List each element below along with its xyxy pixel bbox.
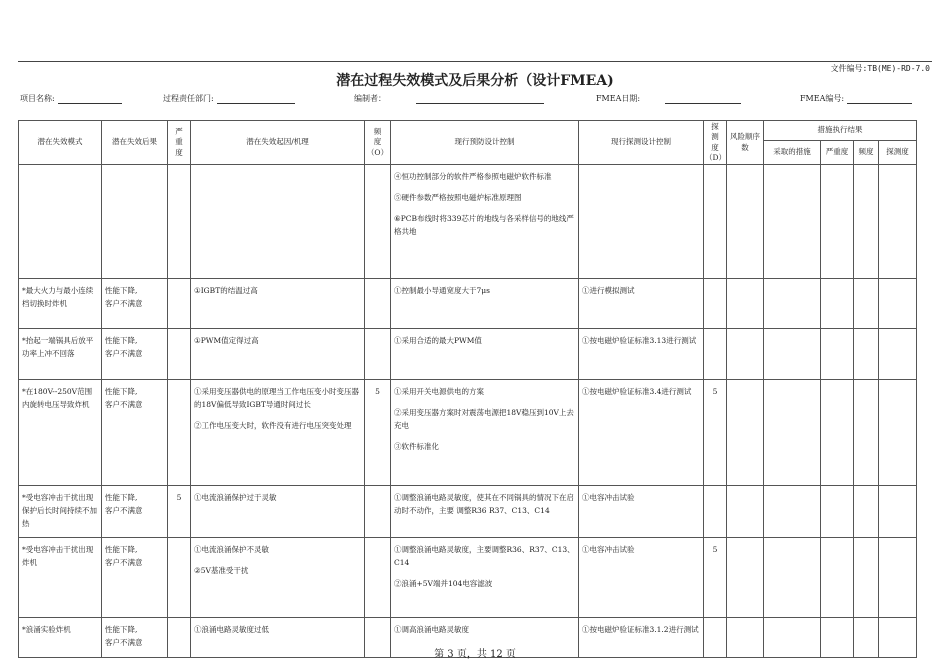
detection-control-cell-item: ①按电磁炉验证标准3.1.2进行测试 — [582, 625, 699, 634]
failure-mode-cell: *抬起一端锅具后放平功率上冲不回落 — [19, 329, 102, 380]
header-action-results: 措施执行结果 — [764, 121, 917, 141]
prevention-cell — [391, 486, 579, 538]
result-occurrence-cell — [854, 380, 879, 486]
detection-cell — [704, 486, 727, 538]
document-title: 潜在过程失效模式及后果分析（设计FMEA) — [336, 73, 614, 89]
rpn-cell — [727, 279, 764, 329]
fmea-table — [18, 120, 917, 658]
occurrence-cell: 5 — [365, 380, 391, 486]
prevention-cell — [391, 329, 579, 380]
prevention-cell-item: ②采用变压器方案时对震荡电源把18V稳压到10V上去充电 — [394, 408, 574, 431]
detection-cell — [704, 279, 727, 329]
cause-cell — [191, 279, 365, 329]
process-dept-blank — [217, 94, 295, 104]
prevention-cell-item: ①采用开关电源供电的方案 — [394, 387, 484, 396]
detection-control-cell-item: ①电容冲击试验 — [582, 545, 635, 554]
result-occurrence-cell — [854, 165, 879, 279]
failure-effect-cell: 性能下降, 客户不满意 — [102, 538, 168, 618]
detection-control-cell — [579, 165, 704, 279]
failure-effect-cell: 性能下降, 客户不满意 — [102, 279, 168, 329]
cause-cell-item: ①PWM值定得过高 — [194, 336, 259, 345]
cause-cell-item: ②工作电压变大时，软件没有进行电压突变处理 — [194, 421, 352, 431]
severity-cell — [168, 279, 191, 329]
prevention-cell-item: ④恒功控制部分的软件严格参照电磁炉软件标准 — [394, 172, 552, 181]
header-failure-mode: 潜在失效模式 — [19, 121, 102, 165]
occurrence-cell — [365, 538, 391, 618]
cause-cell-item: ①电流浪涌保护不灵敏 — [194, 545, 269, 554]
table-row — [19, 380, 917, 486]
failure-effect-cell: 性能下降, 客户不满意 — [102, 329, 168, 380]
prevention-cell — [391, 165, 579, 279]
detection-cell — [704, 165, 727, 279]
actions-taken-cell — [764, 538, 821, 618]
prevention-cell-item: ⑤硬件参数严格按照电磁炉标准原理图 — [394, 193, 522, 203]
severity-cell — [168, 329, 191, 380]
severity-cell: 5 — [168, 486, 191, 538]
prevention-cell-item: ①调整浪涌电路灵敏度，主要调整R36、R37、C13、C14 — [394, 545, 575, 568]
project-name-label: 项目名称: — [20, 94, 55, 103]
prepared-by-field — [354, 93, 544, 104]
cause-cell — [191, 380, 365, 486]
header-detection-control: 现行探测设计控制 — [579, 121, 704, 165]
cause-cell-item: ①浪涌电路灵敏度过低 — [194, 625, 269, 634]
occurrence-cell — [365, 165, 391, 279]
document-number: 文件编号:TB(ME)-RD-7.0 — [830, 64, 930, 73]
fmea-table-body — [19, 165, 917, 658]
failure-mode-cell — [19, 165, 102, 279]
result-severity-cell — [821, 380, 854, 486]
detection-cell: 5 — [704, 380, 727, 486]
header-occurrence: 频 度 （O） — [365, 121, 391, 165]
result-detection-cell — [879, 165, 917, 279]
result-detection-cell — [879, 486, 917, 538]
header-actions-taken: 采取的措施 — [764, 141, 821, 165]
header-result-severity: 严重度 — [821, 141, 854, 165]
result-occurrence-cell — [854, 538, 879, 618]
detection-cell — [704, 329, 727, 380]
process-dept-field — [163, 93, 295, 104]
header-prevention: 现行预防设计控制 — [391, 121, 579, 165]
prevention-cell-item: ①调整浪涌电路灵敏度，使其在不同锅具的情况下在启动时不动作，主要 调整R36 R37、C13、C14 — [394, 493, 574, 516]
occurrence-cell — [365, 279, 391, 329]
detection-control-cell-item: ①进行模拟测试 — [582, 286, 635, 295]
failure-effect-cell — [102, 165, 168, 279]
cause-cell — [191, 329, 365, 380]
prevention-cell-item: ①调高浪涌电路灵敏度 — [394, 625, 469, 634]
table-row — [19, 165, 917, 279]
fmea-no-label: FMEA编号: — [800, 94, 845, 103]
prepared-by-label: 编制者： — [354, 94, 386, 103]
top-rule — [18, 61, 932, 62]
header-severity: 严 重 度 — [168, 121, 191, 165]
result-occurrence-cell — [854, 329, 879, 380]
detection-control-cell — [579, 329, 704, 380]
occurrence-cell — [365, 329, 391, 380]
rpn-cell — [727, 486, 764, 538]
prevention-cell — [391, 380, 579, 486]
detection-control-cell — [579, 279, 704, 329]
process-dept-label: 过程责任部门: — [163, 94, 214, 103]
failure-effect-cell: 性能下降, 客户不满意 — [102, 380, 168, 486]
detection-control-cell-item: ①按电磁炉验证标准3.4进行测试 — [582, 387, 692, 396]
result-severity-cell — [821, 279, 854, 329]
occurrence-cell — [365, 486, 391, 538]
result-severity-cell — [821, 538, 854, 618]
result-severity-cell — [821, 486, 854, 538]
result-detection-cell — [879, 380, 917, 486]
failure-mode-cell: *浪涌实验炸机 — [19, 618, 102, 658]
actions-taken-cell — [764, 279, 821, 329]
result-occurrence-cell — [854, 279, 879, 329]
cause-cell — [191, 486, 365, 538]
failure-effect-cell: 性能下降, 客户不满意 — [102, 486, 168, 538]
prevention-cell-item: ③软件标准化 — [394, 442, 439, 452]
failure-mode-cell: *受电容冲击干扰出现保护后长时间持续不加热 — [19, 486, 102, 538]
header-detection: 探 测 度 （D） — [704, 121, 727, 165]
header-cause: 潜在失效起因/机理 — [191, 121, 365, 165]
actions-taken-cell — [764, 329, 821, 380]
actions-taken-cell — [764, 380, 821, 486]
actions-taken-cell — [764, 165, 821, 279]
severity-cell — [168, 380, 191, 486]
prevention-cell-item: ①采用合适的最大PWM值 — [394, 336, 482, 345]
failure-effect-cell: 性能下降, 客户不满意 — [102, 618, 168, 658]
fmea-no-blank — [847, 94, 912, 104]
rpn-cell — [727, 380, 764, 486]
detection-control-cell — [579, 380, 704, 486]
actions-taken-cell — [764, 486, 821, 538]
fmea-date-label: FMEA日期: — [596, 94, 641, 103]
fmea-date-field — [596, 93, 741, 104]
prevention-cell-item: ②浪涌+5V端并104电容滤波 — [394, 579, 493, 589]
table-row — [19, 329, 917, 380]
prepared-by-blank — [416, 94, 544, 104]
project-name-field — [20, 93, 122, 104]
result-detection-cell — [879, 329, 917, 380]
prevention-cell — [391, 538, 579, 618]
cause-cell — [191, 538, 365, 618]
result-occurrence-cell — [854, 486, 879, 538]
rpn-cell — [727, 538, 764, 618]
header-failure-effect: 潜在失效后果 — [102, 121, 168, 165]
result-detection-cell — [879, 279, 917, 329]
detection-control-cell-item: ①按电磁炉验证标准3.13进行测试 — [582, 336, 697, 345]
cause-cell-item: ①采用变压器供电的原理当工作电压变小时变压器的18V偏低导致IGBT导通时间过长 — [194, 387, 359, 410]
header-rpn: 风险顺序 数 — [727, 121, 764, 165]
result-severity-cell — [821, 165, 854, 279]
rpn-cell — [727, 329, 764, 380]
severity-cell — [168, 538, 191, 618]
cause-cell-item: ①电流浪涌保护过于灵敏 — [194, 493, 277, 502]
detection-control-cell — [579, 486, 704, 538]
fmea-no-field — [800, 93, 912, 104]
failure-mode-cell: *最大火力与最小连续档切换时炸机 — [19, 279, 102, 329]
header-result-occurrence: 频度 — [854, 141, 879, 165]
project-name-blank — [58, 94, 122, 104]
result-detection-cell — [879, 538, 917, 618]
cause-cell-item: ②5V基准受干扰 — [194, 566, 249, 576]
cause-cell-item: ①IGBT的结温过高 — [194, 286, 258, 295]
cause-cell — [191, 165, 365, 279]
page-footer: 第 3 页，共 12 页 — [434, 649, 516, 660]
prevention-cell-item: ⑥PCB布线时将339芯片的地线与各采样信号的地线严格共地 — [394, 214, 574, 237]
table-row — [19, 538, 917, 618]
table-row — [19, 486, 917, 538]
detection-control-cell — [579, 538, 704, 618]
failure-mode-cell: *在180V--250V范围内旋转电压导致炸机 — [19, 380, 102, 486]
fmea-date-blank — [665, 94, 741, 104]
detection-control-cell-item: ①电容冲击试验 — [582, 493, 635, 502]
rpn-cell — [727, 165, 764, 279]
failure-mode-cell: *受电容冲击干扰出现炸机 — [19, 538, 102, 618]
severity-cell — [168, 165, 191, 279]
detection-cell: 5 — [704, 538, 727, 618]
result-severity-cell — [821, 329, 854, 380]
header-result-detection: 探测度 — [879, 141, 917, 165]
prevention-cell — [391, 279, 579, 329]
table-row — [19, 279, 917, 329]
prevention-cell-item: ①控制最小导通宽度大于7μs — [394, 286, 490, 295]
